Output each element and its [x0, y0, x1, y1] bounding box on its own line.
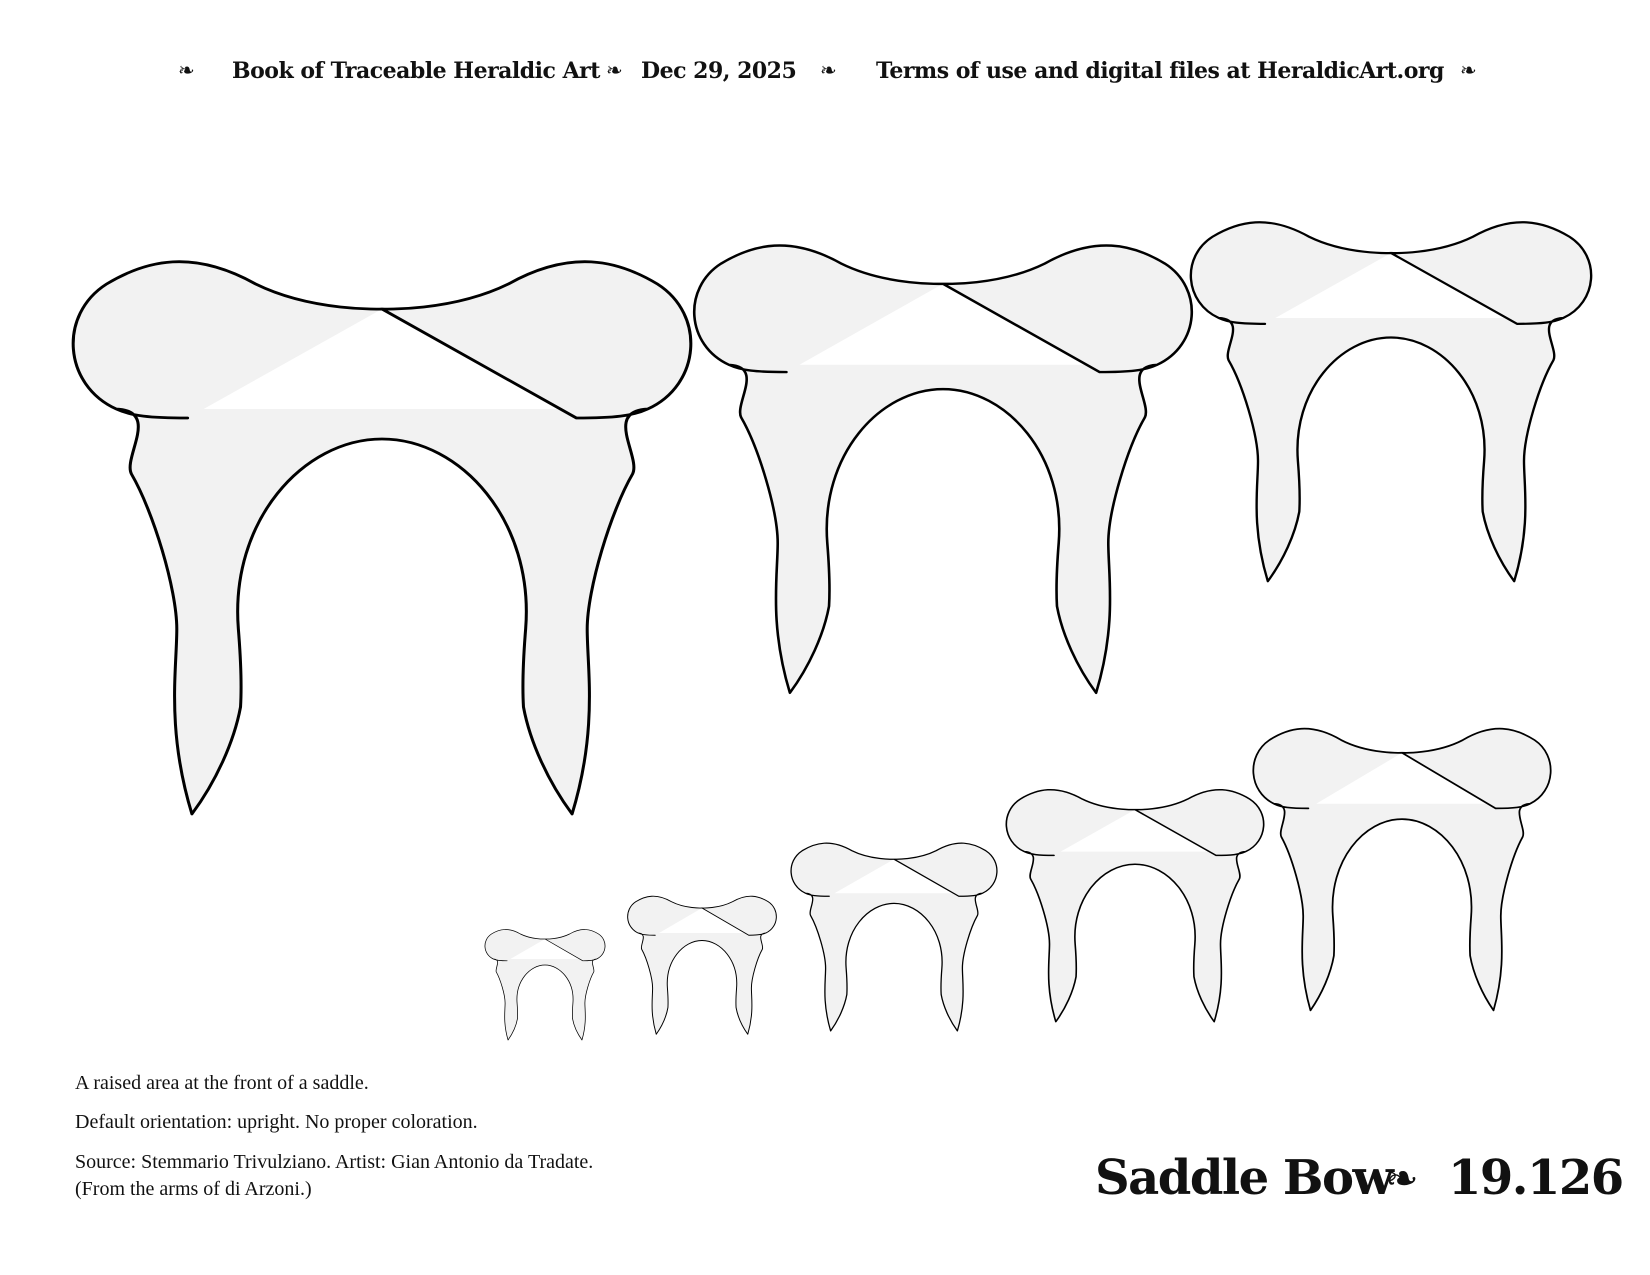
fleuron-icon: ❧: [1385, 1156, 1418, 1202]
arms-line: (From the arms of di Arzoni.): [75, 1178, 312, 1200]
fleuron-icon: ❧: [820, 58, 837, 82]
saddle-bow-size-4: [1006, 790, 1263, 1022]
saddle-bow-size-2: [628, 896, 777, 1034]
saddle-bow-small: [1191, 222, 1591, 581]
terms-link[interactable]: Terms of use and digital files at HeraldicArt.org: [876, 58, 1444, 84]
saddle-bow-medium: [694, 245, 1192, 692]
saddle-bow-large: [73, 262, 691, 814]
saddle-bow-size-1: [485, 930, 605, 1040]
fleuron-icon: ❧: [178, 58, 195, 82]
description-line: A raised area at the front of a saddle.: [75, 1072, 369, 1094]
header-date: Dec 29, 2025: [641, 58, 797, 84]
saddle-bow-size-3: [791, 843, 997, 1031]
book-title: Book of Traceable Heraldic Art: [232, 58, 600, 84]
orientation-line: Default orientation: upright. No proper coloration.: [75, 1111, 478, 1133]
fleuron-icon: ❧: [606, 58, 623, 82]
fleuron-icon: ❧: [1460, 58, 1477, 82]
saddle-bow-size-5: [1253, 729, 1550, 1011]
charge-number: 19.126: [1448, 1150, 1623, 1206]
source-line: Source: Stemmario Trivulziano. Artist: Gian Antonio da Tradate.: [75, 1151, 594, 1173]
charge-name: Saddle Bow: [1095, 1150, 1393, 1206]
